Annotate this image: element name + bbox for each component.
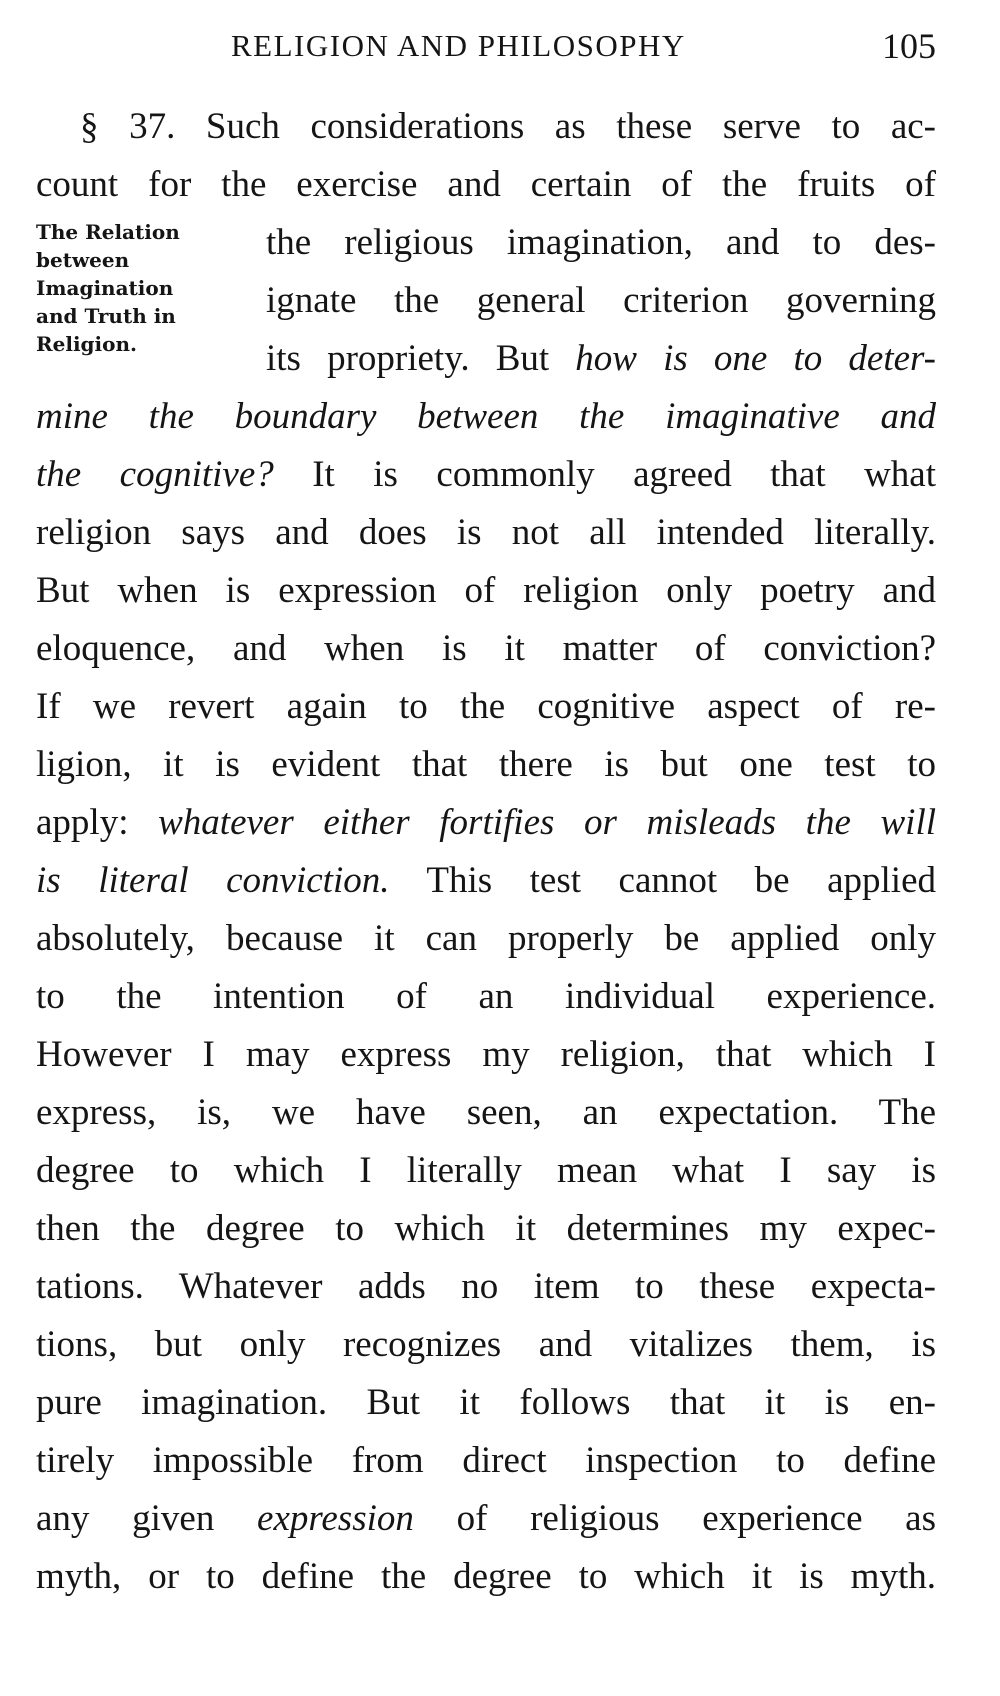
text-line: [36, 620, 936, 678]
text-line: [36, 504, 936, 562]
text-segment: But when is expression of religion only poetry and: [36, 570, 936, 611]
text-segment: eloquence, and when is it matter of conviction?: [36, 628, 936, 669]
italic-text: expression: [257, 1498, 414, 1539]
text-segment: the religious imagination, and to des-: [266, 222, 936, 263]
text-line: [36, 1432, 936, 1490]
text-line: [36, 736, 936, 794]
text-segment: apply:: [36, 802, 159, 843]
text-segment: its propriety. But: [266, 338, 576, 379]
text-segment: § 37. Such considerations as these serve to ac-: [80, 106, 936, 147]
text-line: [36, 156, 936, 214]
text-segment: then the degree to which it determines my expec-: [36, 1208, 936, 1249]
text-line: [36, 794, 936, 852]
running-title: RELIGION AND PHILOSOPHY: [231, 28, 686, 63]
text-segment: tions, but only recognizes and vitalizes them, is: [36, 1324, 936, 1365]
text-line: [36, 272, 936, 330]
margin-note-line: The Relation: [36, 220, 180, 244]
text-line: [36, 1490, 936, 1548]
text-segment: pure imagination. But it follows that it is en-: [36, 1382, 936, 1423]
text-line: [36, 968, 936, 1026]
text-segment: absolutely, because it can properly be applied only: [36, 918, 936, 959]
text-segment: ligion, it is evident that there is but one test to: [36, 744, 936, 785]
text-segment: count for the exercise and certain of the fruits of: [36, 164, 936, 205]
text-segment: to the intention of an individual experience.: [36, 976, 936, 1017]
text-line: [36, 1258, 936, 1316]
text-segment: degree to which I literally mean what I say is: [36, 1150, 936, 1191]
italic-text: whatever either fortifies or misleads the will: [158, 802, 936, 843]
text-segment: This test cannot be applied: [389, 860, 936, 901]
text-line: [36, 562, 936, 620]
running-head: [36, 22, 936, 74]
text-segment: It is commonly agreed that what: [273, 454, 936, 495]
text-segment: However I may express my religion, that which I: [36, 1034, 936, 1075]
text-segment: religion says and does is not all intended literally.: [36, 512, 936, 553]
italic-text: how is one to deter-: [575, 338, 936, 379]
text-line: [36, 910, 936, 968]
margin-note-line: Imagination: [36, 276, 174, 300]
italic-text: mine the boundary between the imaginative and: [36, 396, 936, 437]
text-segment: express, is, we have seen, an expectation. The: [36, 1092, 936, 1133]
margin-note-line: Religion.: [36, 332, 137, 356]
text-line: [36, 1142, 936, 1200]
text-line: [36, 98, 936, 156]
text-line: [36, 388, 936, 446]
margin-note-line: and Truth in: [36, 304, 176, 328]
text-line: [36, 330, 936, 388]
italic-text: the cognitive?: [36, 454, 274, 495]
body-text: [36, 98, 936, 1606]
text-line: [36, 678, 936, 736]
text-line: [36, 1316, 936, 1374]
text-segment: ignate the general criterion governing: [266, 280, 936, 321]
text-segment: tirely impossible from direct inspection to define: [36, 1440, 936, 1481]
text-line: [36, 1084, 936, 1142]
text-line: [36, 1548, 936, 1606]
text-line: [36, 1200, 936, 1258]
text-segment: tations. Whatever adds no item to these expecta-: [36, 1266, 936, 1307]
page-number: 105: [882, 26, 936, 66]
text-segment: If we revert again to the cognitive aspect of re-: [36, 686, 936, 727]
italic-text: is literal conviction.: [36, 860, 390, 901]
margin-note-line: between: [36, 248, 130, 272]
text-segment: myth, or to define the degree to which it is myth.: [36, 1556, 936, 1597]
text-line: [36, 446, 936, 504]
text-segment: of religious experience as: [413, 1498, 936, 1539]
text-line: [36, 214, 936, 272]
text-segment: any given: [36, 1498, 258, 1539]
text-line: [36, 1374, 936, 1432]
text-line: [36, 1026, 936, 1084]
text-line: [36, 852, 936, 910]
